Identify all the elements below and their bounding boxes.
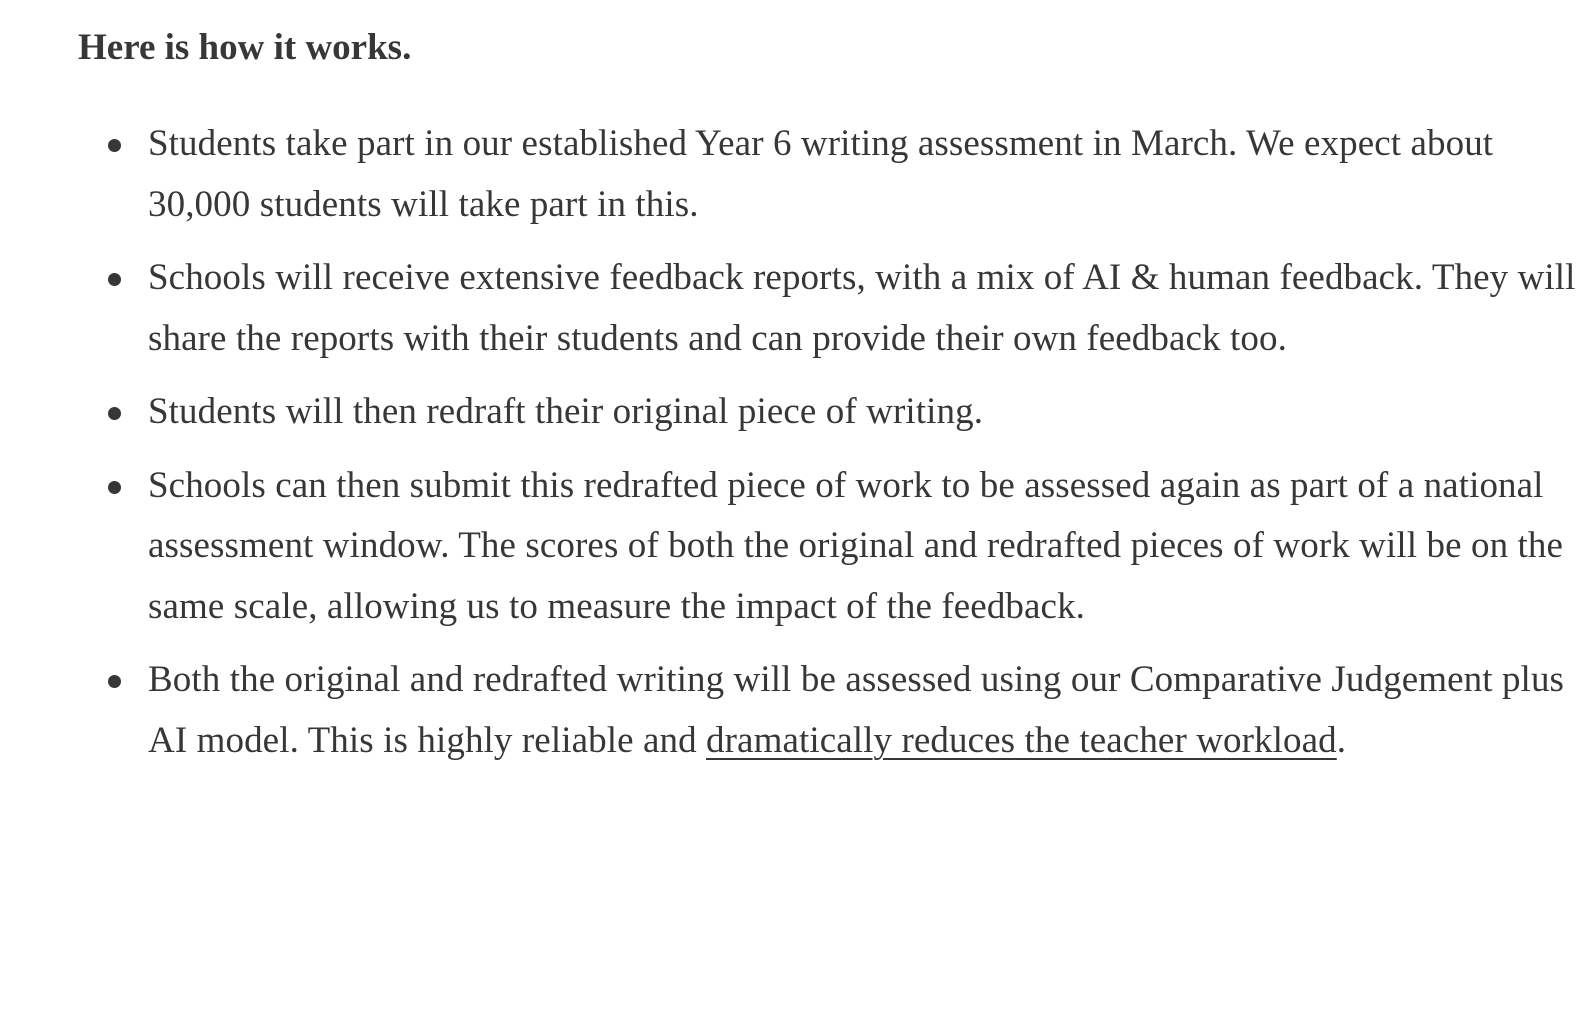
bullet-icon bbox=[108, 407, 121, 420]
list-item bbox=[78, 650, 1578, 771]
article-body bbox=[78, 22, 1578, 784]
list-item-text bbox=[148, 659, 1564, 761]
list-item-text-after-link: . bbox=[1336, 719, 1347, 761]
list-item-text: Students take part in our established Year 6 writing assessment in March. We expect about 30,000 students will take part in this. bbox=[148, 123, 1494, 225]
workload-link[interactable]: dramatically reduces the teacher workload bbox=[706, 719, 1337, 761]
list-item-text: Schools will receive extensive feedback reports, with a mix of AI & human feedback. They will share the reports with their students and can provide their own feedback too. bbox=[148, 257, 1576, 359]
section-heading: Here is how it works. bbox=[78, 27, 412, 68]
list-item bbox=[78, 114, 1578, 235]
list-item-text: Schools can then submit this redrafted piece of work to be assessed again as part of a national assessment window. The scores of both the original and redrafted pieces of work will be on the same scale, allowing us to measure the impact of the feedback. bbox=[148, 464, 1564, 627]
bullet-icon bbox=[108, 273, 121, 286]
list-item-text-before-link: Both the original and redrafted writing will be assessed using our Comparative Judgement plus AI model. This is highly reliable and bbox=[148, 659, 1565, 761]
list-item bbox=[78, 456, 1578, 638]
bullet-icon bbox=[108, 139, 121, 152]
bullet-icon bbox=[108, 481, 121, 494]
bullet-list bbox=[78, 114, 1578, 771]
list-item-text: Students will then redraft their original piece of writing. bbox=[148, 391, 984, 432]
list-item bbox=[78, 248, 1578, 369]
bullet-icon bbox=[108, 675, 121, 688]
list-item bbox=[78, 382, 1578, 443]
